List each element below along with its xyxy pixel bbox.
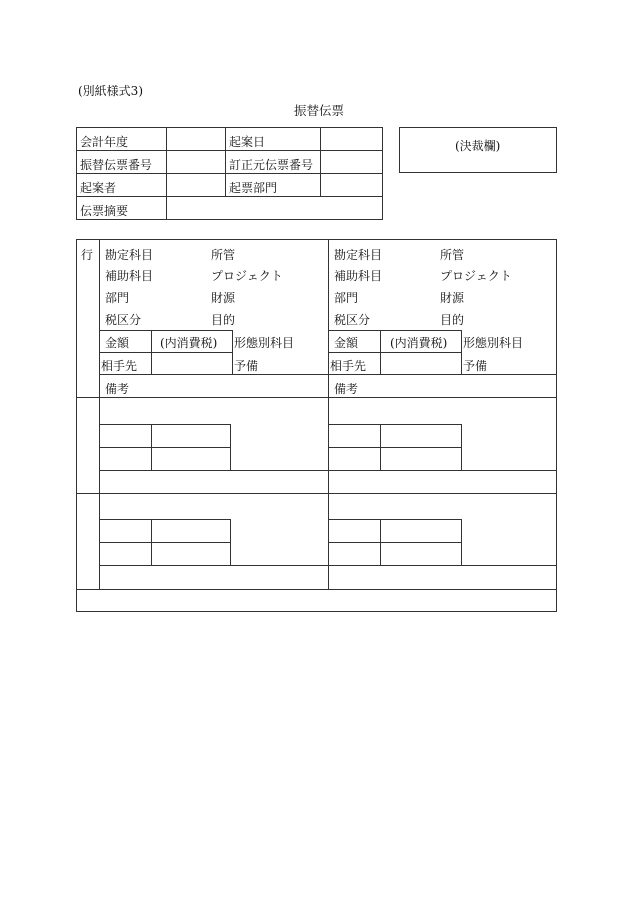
entry-grid-line [461,519,462,565]
form-label: (別紙様式3) [78,84,143,98]
tax-class-label: 税区分 [105,313,142,327]
entry-remarks-top [99,565,557,566]
voucher-no-label: 振替伝票番号 [80,158,153,172]
summary-label: 伝票摘要 [80,204,129,218]
remarks-label: 備考 [334,382,359,396]
entry-grid-line [151,424,152,470]
amount-grid-line [328,330,462,331]
header-row-divider [76,196,383,197]
funding-label: 財源 [211,291,236,305]
consumption-tax-label: (内消費税) [160,336,218,350]
partner-label: 相手先 [101,359,138,373]
funding-label: 財源 [440,291,465,305]
entry-grid-line [380,424,381,470]
remarks-label: 備考 [105,382,130,396]
entry-grid-line [328,519,462,520]
approval-label: (決裁欄) [455,139,501,153]
entry-row-bottom [76,589,557,590]
entry-grid-line [151,519,152,565]
amount-grid-line [461,330,462,374]
project-label: プロジェクト [440,269,512,283]
jurisdiction-label: 所管 [440,248,465,262]
department-label: 部門 [334,291,359,305]
account-label: 勘定科目 [334,248,383,262]
entry-grid-line [99,424,231,425]
purpose-label: 目的 [211,313,236,327]
header-block-bottom [76,397,557,398]
amount-grid-line [232,330,233,374]
header-col-divider [166,127,167,220]
fiscal-year-label: 会計年度 [80,135,129,149]
department-label: 部門 [105,291,130,305]
entry-grid-line [99,447,231,448]
entry-grid-line [380,519,381,565]
header-row-divider [76,173,383,174]
entry-grid-line [461,424,462,470]
page-title: 振替伝票 [294,103,345,118]
entry-grid-line [99,519,231,520]
form-account-label: 形態別科目 [234,336,295,350]
entry-grid-line [230,424,231,470]
detail-table-border [76,239,557,612]
sub-account-label: 補助科目 [105,269,154,283]
amount-grid-line [99,352,233,353]
header-col-divider [225,127,226,196]
consumption-tax-label: (内消費税) [390,336,448,350]
corrected-voucher-no-label: 訂正元伝票番号 [229,158,314,172]
amount-label: 金額 [105,336,130,350]
reserve-label: 予備 [234,359,259,373]
entry-grid-line [328,424,462,425]
entry-grid-line [99,542,231,543]
drafter-label: 起案者 [80,181,117,195]
draft-dept-label: 起票部門 [229,181,278,195]
draft-date-label: 起案日 [229,135,266,149]
row-number-label: 行 [81,248,94,262]
partner-row-bottom [99,374,557,375]
partner-label: 相手先 [330,359,367,373]
entry-remarks-top [99,470,557,471]
side-divider [328,239,329,589]
sub-account-label: 補助科目 [334,269,383,283]
reserve-label: 予備 [463,359,488,373]
row-number-divider [99,239,100,589]
entry-row-bottom [76,493,557,494]
amount-grid-line [151,330,152,374]
project-label: プロジェクト [211,269,283,283]
header-row-divider [76,150,383,151]
form-account-label: 形態別科目 [463,336,524,350]
account-label: 勘定科目 [105,248,154,262]
entry-grid-line [230,519,231,565]
header-col-divider [320,127,321,196]
jurisdiction-label: 所管 [211,248,236,262]
amount-grid-line [380,330,381,374]
entry-grid-line [328,542,462,543]
amount-grid-line [328,352,462,353]
amount-label: 金額 [334,336,359,350]
entry-grid-line [328,447,462,448]
amount-grid-line [99,330,233,331]
purpose-label: 目的 [440,313,465,327]
tax-class-label: 税区分 [334,313,371,327]
